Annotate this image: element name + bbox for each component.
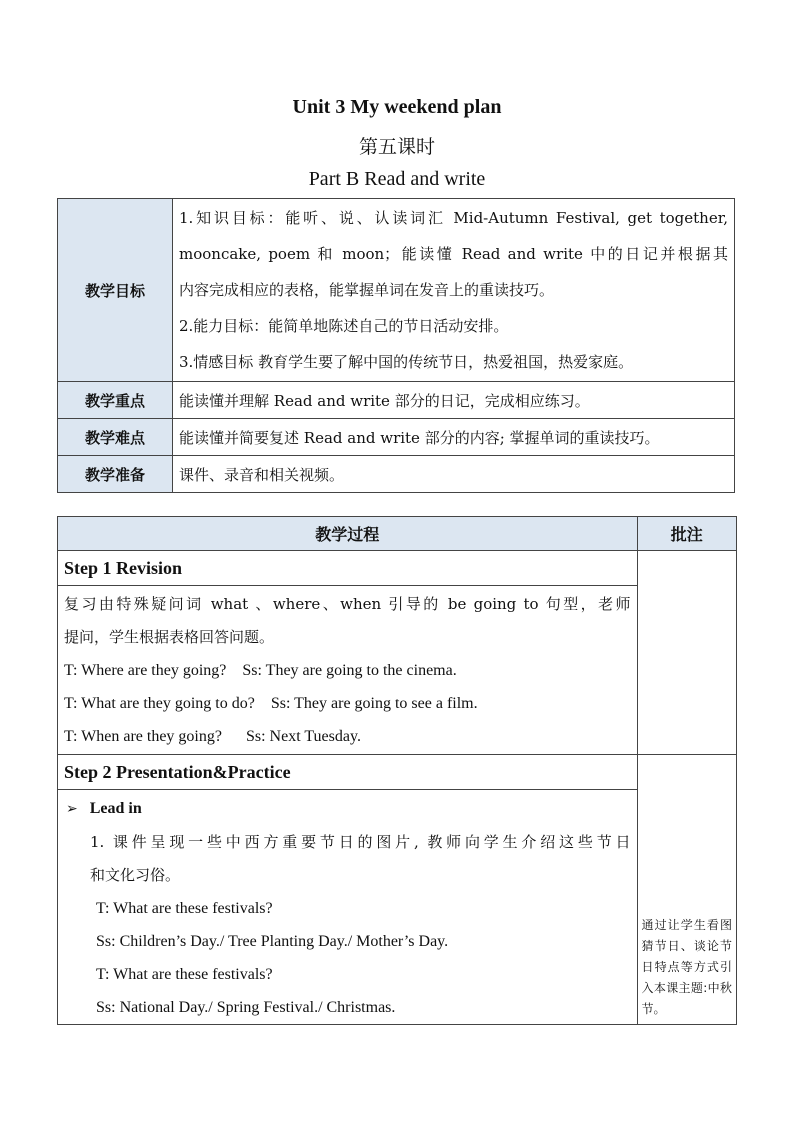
difficulties-label: 教学难点	[58, 419, 173, 456]
step2-line: Ss: National Day./ Spring Festival./ Christmas.	[96, 998, 396, 1016]
step1-notes	[637, 551, 736, 755]
step2-line: T: What are these festivals?	[96, 899, 273, 917]
process-header: 教学过程	[58, 517, 638, 551]
objective-line: 3.情感目标 教育学生要了解中国的传统节日，热爱祖国，热爱家庭。	[179, 353, 634, 371]
lesson-number: 第五课时	[358, 136, 435, 158]
preparation-text: 课件、录音和相关视频。	[173, 456, 735, 493]
step1-content	[58, 586, 638, 755]
step1-title: Step 1 Revision	[58, 551, 638, 586]
arrow-bullet-icon: ➢	[66, 800, 78, 817]
step1-line: T: When are they going? Ss: Next Tuesday.	[64, 727, 361, 745]
difficulties-text: 能读懂并简要复述 Read and write 部分的内容; 掌握单词的重读技巧。	[173, 419, 735, 456]
unit-title: Unit 3 My weekend plan	[292, 96, 502, 118]
objective-line: 2.能力目标：能简单地陈述自己的节日活动安排。	[179, 317, 509, 335]
part-title: Part B Read and write	[308, 168, 486, 190]
step2-title: Step 2 Presentation&Practice	[58, 755, 638, 790]
key-points-label: 教学重点	[58, 382, 173, 419]
lead-in-heading	[64, 791, 631, 826]
step2-note: 通过让学生看图猜节日、谈论节日特点等方式引入本课主题:中秋节。	[637, 755, 736, 1025]
step2-line: Ss: Children’s Day./ Tree Planting Day./ Mother’s Day.	[96, 932, 449, 950]
objectives-table	[57, 198, 735, 493]
objectives-content	[173, 199, 735, 382]
notes-header: 批注	[637, 517, 736, 551]
step1-line: 提问，学生根据表格回答问题。	[64, 627, 275, 646]
step1-line: T: What are they going to do? Ss: They are going to see a film.	[64, 694, 478, 712]
objective-line: 1.知识目标：能听、说、认读词汇 Mid-Autumn Festival, get together,	[179, 209, 728, 227]
step2-line: T: What are these festivals?	[96, 965, 273, 983]
objective-line: mooncake, poem 和 moon；能读懂 Read and write 中的日记并根据其	[179, 245, 728, 263]
objectives-label: 教学目标	[58, 199, 173, 382]
step2-line: 和文化习俗。	[90, 865, 181, 884]
step2-line: 1. 课件呈现一些中西方重要节日的图片, 教师向学生介绍这些节日	[90, 832, 631, 851]
objective-line: 内容完成相应的表格，能掌握单词在发音上的重读技巧。	[179, 281, 555, 299]
step2-content	[58, 790, 638, 1025]
key-points-text: 能读懂并理解 Read and write 部分的日记，完成相应练习。	[173, 382, 735, 419]
preparation-label: 教学准备	[58, 456, 173, 493]
process-table	[57, 516, 737, 1025]
step1-line: 复习由特殊疑问词 what 、where、when 引导的 be going to 句型，老师	[64, 594, 631, 613]
step1-line: T: Where are they going? Ss: They are going to the cinema.	[64, 661, 457, 679]
lead-in-label: Lead in	[89, 799, 142, 817]
